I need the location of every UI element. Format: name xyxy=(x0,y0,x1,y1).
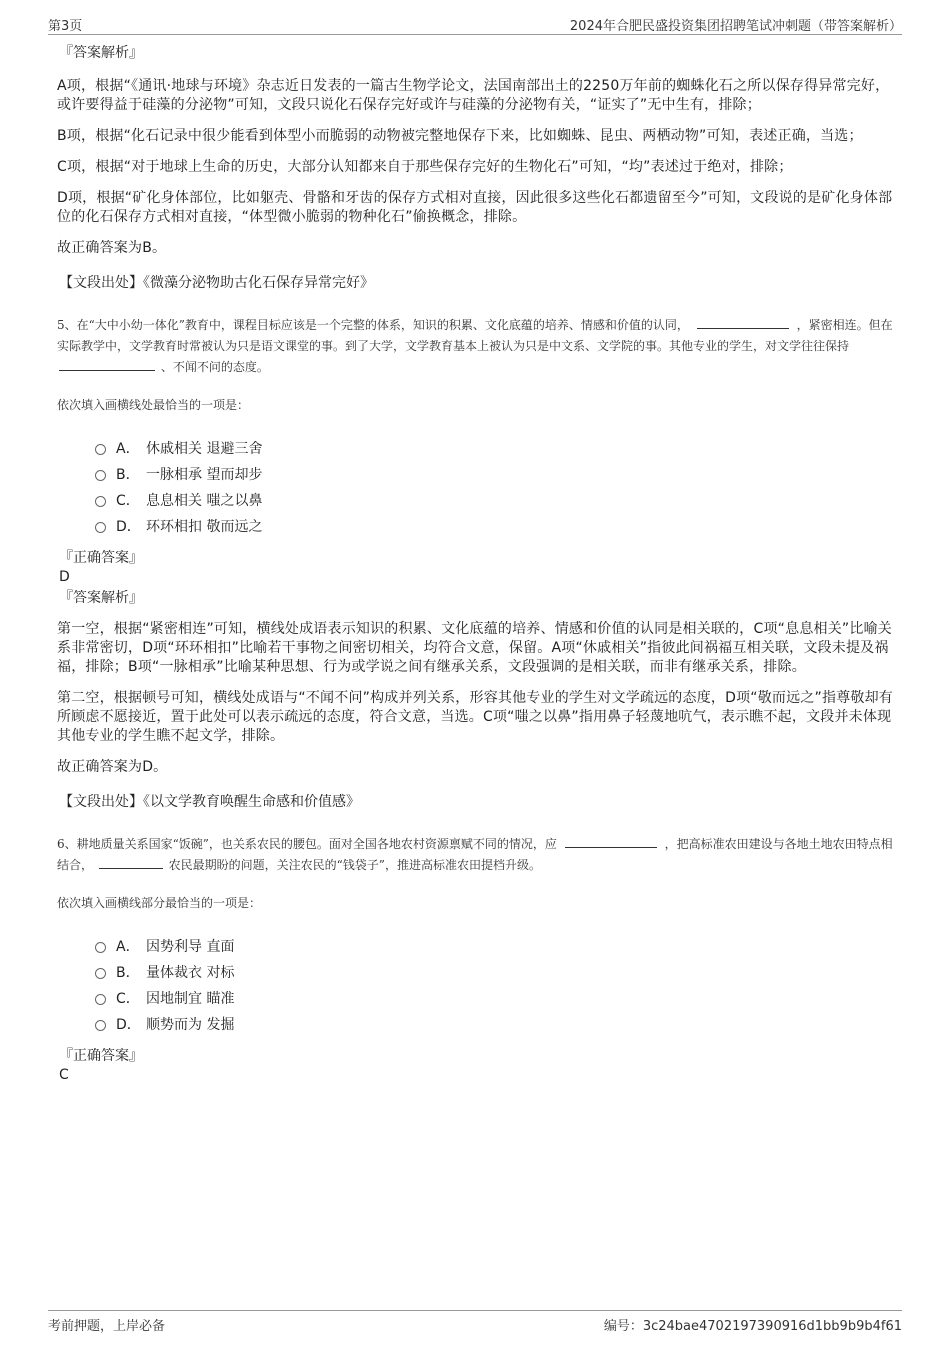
q5-answer-label: 『正确答案』 xyxy=(59,550,143,566)
q5-option-d[interactable]: D． 环环相扣 敬而远之 xyxy=(95,513,897,539)
radio-icon[interactable] xyxy=(95,522,106,533)
q5-question-text: 5、在“大中小幼一体化”教育中，课程目标应该是一个完整的体系，知识的积累、文化底蕴的培养、情感和价值的认同， ，紧密相连。但在实际教学中，文学教育时常被认为只是语文课堂的事。到了大学，文学教育基本上被认为只是中文系、文学院的事。其他专业的学生，对文学往往保持 、不闻不问的态度。 xyxy=(57,318,893,374)
q5-options xyxy=(95,435,897,539)
q5-analysis-first-blank: 第一空，根据“紧密相连”可知，横线处成语表示知识的积累、文化底蕴的培养、情感和价值的认同是相关联的，C项“息息相关”比喻关系非常密切，D项“环环相扣”比喻若干事物之间密切相关，均符合文意，保留。A项“休戚相关”指彼此间祸福互相关联，文段未提及祸福，排除；B项“一脉相承”比喻某种思想、行为或学说之间有继承关系，文段强调的是相关联，而非有继承关系，排除。 xyxy=(57,621,892,675)
q5-option-c[interactable]: C． 息息相关 嗤之以鼻 xyxy=(95,487,897,513)
radio-icon[interactable] xyxy=(95,942,106,953)
q6-question-text: 6、耕地质量关系国家“饭碗”，也关系农民的腰包。面对全国各地农村资源禀赋不同的情况，应 ，把高标准农田建设与各地土地农田特点相结合， 农民最期盼的问题，关注农民的“钱袋子”，推进高标准农田提档升级。 xyxy=(57,837,893,872)
q6-options xyxy=(95,933,897,1037)
q5-option-b[interactable]: B． 一脉相承 望而却步 xyxy=(95,461,897,487)
q6-blank-1 xyxy=(565,835,657,848)
q5-source: 【文段出处】《以文学教育唤醒生命感和价值感》 xyxy=(59,794,360,810)
radio-icon[interactable] xyxy=(95,496,106,507)
q4-analysis-a: A项，根据“《通讯·地球与环境》杂志近日发表的一篇古生物学论文，法国南部出土的2250万年前的蜘蛛化石之所以保存得异常完好，或许要得益于硅藻的分泌物”可知，文段只说化石保存完好或许与硅藻的分泌物有关，“证实了”无中生有，排除； xyxy=(57,78,890,113)
q6-option-b[interactable]: B． 量体裁衣 对标 xyxy=(95,959,897,985)
q6-answer-label: 『正确答案』 xyxy=(59,1048,143,1064)
radio-icon[interactable] xyxy=(95,444,106,455)
page-content xyxy=(57,44,897,1087)
radio-icon[interactable] xyxy=(95,994,106,1005)
page-footer xyxy=(48,1310,902,1334)
q5-conclusion: 故正确答案为D。 xyxy=(57,759,168,775)
q6-blank-2 xyxy=(99,856,163,869)
q4-analysis-b: B项，根据“化石记录中很少能看到体型小而脆弱的动物被完整地保存下来，比如蜘蛛、昆虫、两栖动物”可知，表述正确，当选； xyxy=(57,128,863,144)
radio-icon[interactable] xyxy=(95,1020,106,1031)
q4-analysis-label: 『答案解析』 xyxy=(59,45,143,61)
q5-prompt: 依次填入画横线处最恰当的一项是： xyxy=(57,398,250,412)
q4-analysis-c: C项，根据“对于地球上生命的历史，大部分认知都来自于那些保存完好的生物化石”可知，“均”表述过于绝对，排除； xyxy=(57,159,793,175)
q4-conclusion: 故正确答案为B。 xyxy=(57,240,167,256)
document-title: 2024年合肥民盛投资集团招聘笔试冲刺题（带答案解析） xyxy=(569,19,902,34)
page-header xyxy=(48,14,902,35)
footer-note: 考前押题，上岸必备 xyxy=(48,1319,166,1334)
q5-analysis-second-blank: 第二空，根据顿号可知，横线处成语与“不闻不问”构成并列关系，形容其他专业的学生对文学疏远的态度，D项“敬而远之”指尊敬却有所顾虑不愿接近，置于此处可以表示疏远的态度，符合文意，当选。C项“嗤之以鼻”指用鼻子轻蔑地吭气，表示瞧不起，文段并未体现其他专业的学生瞧不起文学，排除。 xyxy=(57,690,893,744)
q6-option-c[interactable]: C． 因地制宜 瞄准 xyxy=(95,985,897,1011)
q6-answer: C xyxy=(59,1067,69,1083)
q5-blank-2 xyxy=(59,358,155,371)
q6-prompt: 依次填入画横线部分最恰当的一项是： xyxy=(57,896,262,910)
radio-icon[interactable] xyxy=(95,968,106,979)
q5-answer: D xyxy=(59,569,70,585)
q6-option-d[interactable]: D． 顺势而为 发掘 xyxy=(95,1011,897,1037)
q5-analysis-label: 『答案解析』 xyxy=(59,590,143,606)
q5-blank-1 xyxy=(697,316,789,329)
page-number: 第3页 xyxy=(48,19,83,34)
q4-analysis-d: D项，根据“矿化身体部位，比如躯壳、骨骼和牙齿的保存方式相对直接，因此很多这些化石都遗留至今”可知，文段说的是矿化身体部位的化石保存方式相对直接，“体型微小脆弱的物种化石”偷换概念，排除。 xyxy=(57,190,893,225)
q4-source: 【文段出处】《微藻分泌物助古化石保存异常完好》 xyxy=(59,275,374,291)
q6-option-a[interactable]: A． 因势利导 直面 xyxy=(95,933,897,959)
footer-code: 编号：3c24bae4702197390916d1bb9b9b4f61 xyxy=(603,1319,902,1334)
q5-option-a[interactable]: A． 休戚相关 退避三舍 xyxy=(95,435,897,461)
radio-icon[interactable] xyxy=(95,470,106,481)
